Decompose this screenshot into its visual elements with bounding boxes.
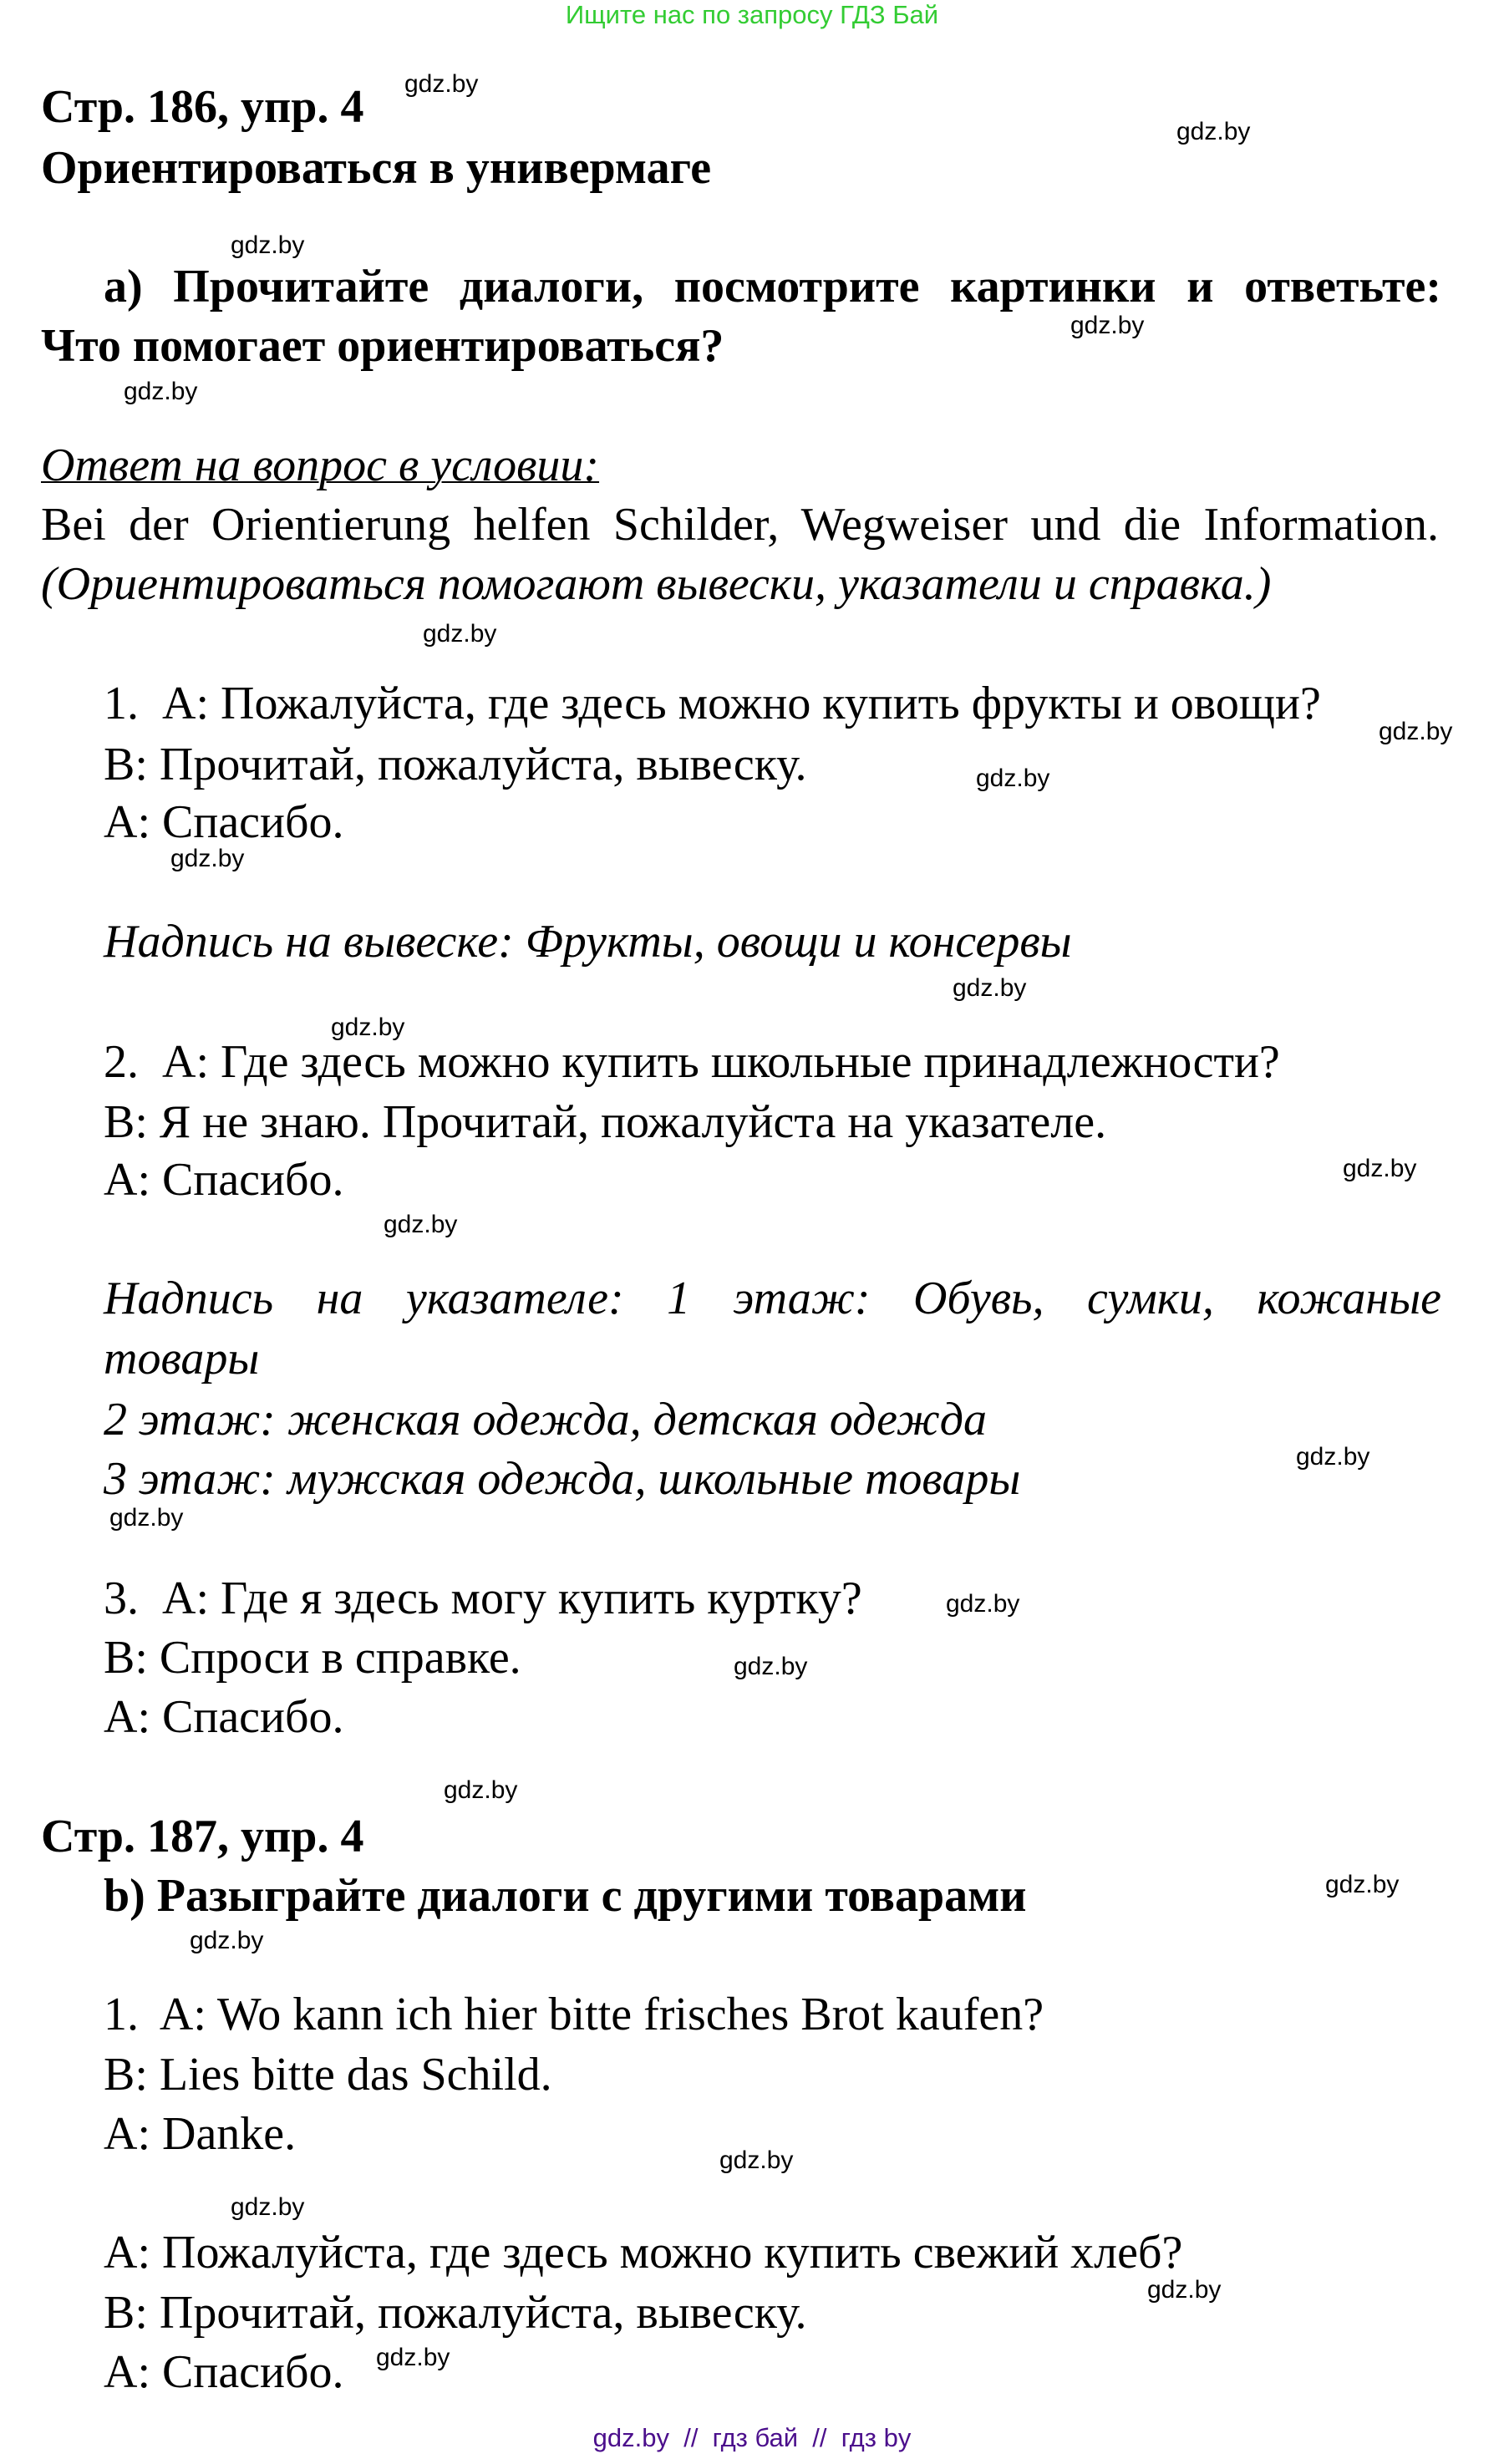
watermark: gdz.by bbox=[946, 1590, 1020, 1618]
watermark: gdz.by bbox=[124, 378, 198, 405]
section1-subtitle: Ориентироваться в универмаге bbox=[41, 142, 712, 194]
sign2-line: товары bbox=[104, 1333, 260, 1384]
watermark: gdz.by bbox=[384, 1211, 458, 1238]
dialog-de-line: A: Danke. bbox=[104, 2108, 297, 2160]
answer-german: Bei der Orientierung helfen Schilder, Wegweiser und die Information. bbox=[41, 499, 1439, 551]
watermark: gdz.by bbox=[976, 765, 1050, 792]
footer-link[interactable]: gdz.by // гдз бай // гдз by bbox=[592, 2423, 912, 2452]
dialog2-line: А: Спасибо. bbox=[104, 1154, 344, 1206]
dialog-ru-line: В: Прочитай, пожалуйста, вывеску. bbox=[104, 2287, 807, 2339]
answer-russian: (Ориентироваться помогают вывески, указатели и справка.) bbox=[41, 558, 1272, 610]
sign2-line: 3 этаж: мужская одежда, школьные товары bbox=[104, 1453, 1021, 1505]
watermark: gdz.by bbox=[170, 845, 245, 872]
watermark: gdz.by bbox=[734, 1653, 808, 1680]
section2-task: b) Разыграйте диалоги с другими товарами bbox=[104, 1870, 1027, 1922]
watermark: gdz.by bbox=[423, 620, 497, 648]
watermark: gdz.by bbox=[1343, 1155, 1417, 1182]
watermark: gdz.by bbox=[109, 1504, 184, 1532]
watermark: gdz.by bbox=[1176, 118, 1251, 145]
watermark: gdz.by bbox=[190, 1927, 264, 1954]
watermark: gdz.by bbox=[376, 2344, 450, 2371]
watermark: gdz.by bbox=[1147, 2276, 1222, 2304]
watermark: gdz.by bbox=[1296, 1443, 1370, 1471]
sign1-text: Надпись на вывеске: Фрукты, овощи и консервы bbox=[104, 916, 1072, 968]
watermark: gdz.by bbox=[231, 231, 305, 259]
answer-label: Ответ на вопрос в условии: bbox=[41, 439, 600, 491]
section2-title: Стр. 187, упр. 4 bbox=[41, 1811, 364, 1862]
dialog3-line: А: Спасибо. bbox=[104, 1691, 344, 1743]
watermark: gdz.by bbox=[1325, 1871, 1400, 1898]
watermark: gdz.by bbox=[404, 70, 479, 98]
watermark: gdz.by bbox=[1379, 718, 1453, 745]
dialog2-line: В: Я не знаю. Прочитай, пожалуйста на указателе. bbox=[104, 1096, 1107, 1148]
dialog1-line: А: Спасибо. bbox=[104, 796, 344, 848]
dialog3-line: В: Спроси в справке. bbox=[104, 1632, 521, 1684]
watermark: gdz.by bbox=[719, 2146, 794, 2174]
task-line-2: Что помогает ориентироваться? bbox=[41, 320, 724, 372]
dialog-ru-line: А: Спасибо. bbox=[104, 2346, 344, 2398]
watermark: gdz.by bbox=[953, 974, 1027, 1002]
dialog1-line: В: Прочитай, пожалуйста, вывеску. bbox=[104, 739, 807, 790]
dialog-de-line: 1. A: Wo kann ich hier bitte frisches Brot kaufen? bbox=[104, 1989, 1044, 2040]
dialog2-line: 2. А: Где здесь можно купить школьные принадлежности? bbox=[104, 1036, 1280, 1088]
sign2-line: 2 этаж: женская одежда, детская одежда bbox=[104, 1394, 988, 1445]
dialog3-line: 3. А: Где я здесь могу купить куртку? bbox=[104, 1572, 862, 1624]
watermark: gdz.by bbox=[1070, 312, 1145, 339]
header-search-link[interactable]: Ищите нас по запросу ГДЗ Бай bbox=[565, 0, 939, 29]
dialog-ru-line: А: Пожалуйста, где здесь можно купить свежий хлеб? bbox=[104, 2227, 1183, 2279]
dialog-de-line: B: Lies bitte das Schild. bbox=[104, 2049, 552, 2101]
sign2-line: Надпись на указателе: 1 этаж: Обувь, сумки, кожаные bbox=[104, 1273, 1441, 1324]
watermark: gdz.by bbox=[444, 1776, 518, 1804]
task-line-1: а) Прочитайте диалоги, посмотрите картинки и ответьте: bbox=[104, 261, 1441, 312]
watermark: gdz.by bbox=[331, 1014, 405, 1041]
section1-title: Стр. 186, упр. 4 bbox=[41, 81, 364, 133]
dialog1-line: 1. А: Пожалуйста, где здесь можно купить фрукты и овощи? bbox=[104, 678, 1321, 729]
watermark: gdz.by bbox=[231, 2193, 305, 2221]
